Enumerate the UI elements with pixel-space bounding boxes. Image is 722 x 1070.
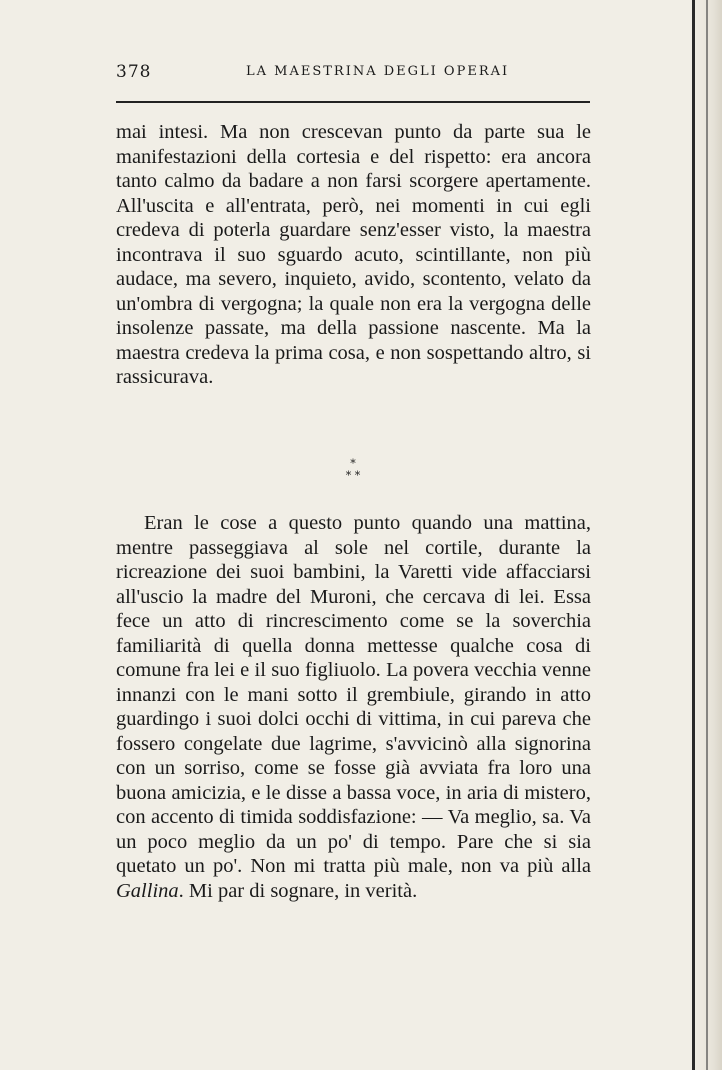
paragraph-2-italic-word: Gallina: [116, 879, 179, 902]
paragraph-1-text: mai intesi. Ma non crescevan punto da parte sua le manifestazioni della cortesia e del rispetto: era ancora tanto calmo da badare a non farsi scorgere apertamente. All'uscita e all'entrata, però, nei momenti in cui egli credeva di poterla guardare senz'esser visto, la maestra incontrava il suo sguardo acuto, scintillante, non più audace, ma severo, inquieto, avido, scontento, velato da un'ombra di vergogna; la quale non era la vergogna delle insolenze passate, ma della passione nascente. Ma la maestra credeva la prima cosa, e non sospettando altro, si rassicurava.: [116, 121, 591, 388]
paragraph-2-main: Eran le cose a questo punto quando una mattina, mentre passeggiava al sole nel cortile, durante la ricreazione dei suoi bambini, la Varetti vide affacciarsi all'uscio la madre del Muroni, che cercava di lei. Essa fece un atto di rincrescimento come se la soverchia familiarità di quella donna mettesse qualche cosa di comune fra lei e il suo figliuolo. La povera vecchia venne innanzi con le mani sotto il grembiule, girando in atto guardingo i suoi dolci occhi di vittima, in cui pareva che fossero congelate due lagrime, s'avvicinò alla signorina con un sorriso, come se fosse già avviata fra loro una buona amicizia, e le disse a bassa voce, in aria di mistero, con accento di timida soddisfazione: — Va meglio, sa. Va un poco meglio da un po' di tempo. Pare che si sia quetato un po'. Non mi tratta più male, non va più alla: [116, 512, 591, 877]
running-title: LA MAESTRINA DEGLI OPERAI: [246, 64, 510, 79]
page-header: [116, 62, 590, 86]
header-rule: [116, 101, 590, 103]
paragraph-2: [116, 511, 591, 903]
paragraph-2-end: . Mi par di sognare, in verità.: [178, 879, 418, 902]
page-edge-line-secondary: [706, 0, 708, 1070]
ornament-star-top: *: [350, 457, 356, 470]
paragraph-2-text: [116, 511, 591, 903]
paragraph-1: [116, 120, 591, 390]
section-break-ornament: [336, 458, 370, 488]
page-number: 378: [116, 62, 152, 82]
ornament-stars-bottom: * *: [345, 469, 361, 482]
page-edge-line: [692, 0, 695, 1070]
